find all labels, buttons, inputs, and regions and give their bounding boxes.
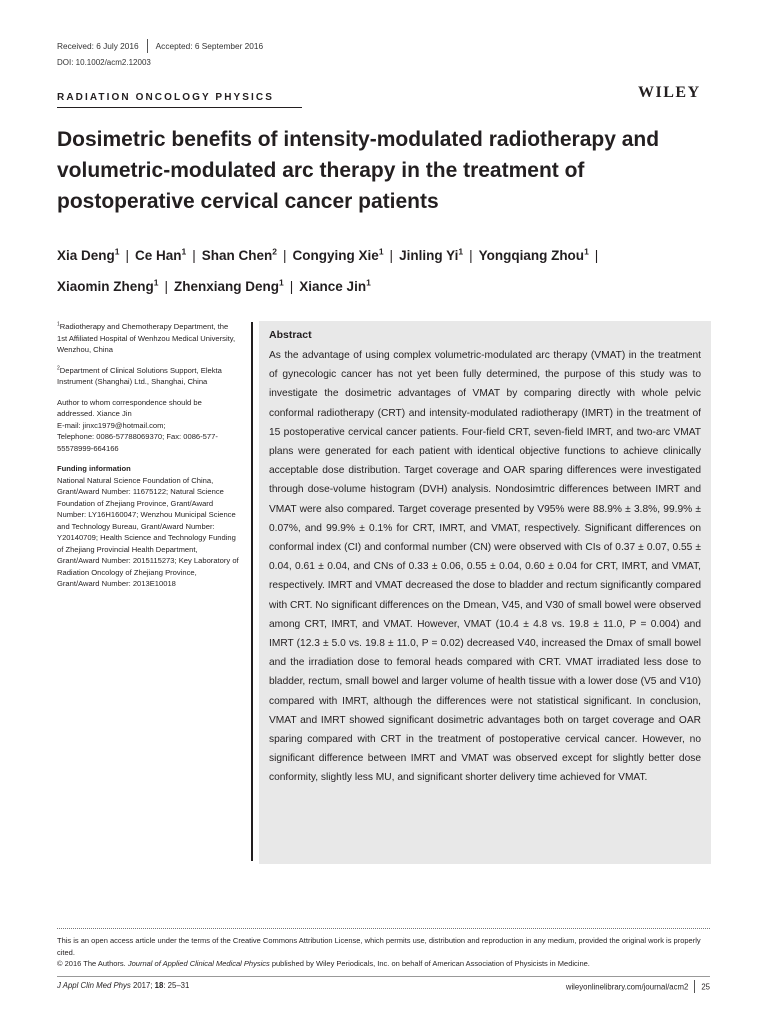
page-number: 25	[701, 982, 710, 992]
author[interactable]: Xia Deng$^1$	[57, 246, 120, 263]
author[interactable]: Zhenxiang Deng$^1$	[174, 277, 284, 294]
author[interactable]: Yongqiang Zhou$^1$	[478, 246, 589, 263]
abstract-text: As the advantage of using complex volumetric-modulated arc therapy (VMAT) in the treatment of gynecologic cancer has not yet been fully determined, the purpose of this study was to investigate the dosimetric advantages of VMAT by comparing directly with whole pelvic conformal radiotherapy (CRT) and intensity-modulated radiotherapy (IMRT) in the treatment of 15 postoperative cervical cancer patients. Four-field CRT, seven-field IMRT, and two-arc VMAT plans were generated for each patient with identical objective functions to achieve clinically acceptable dose distribution. Target coverage and OAR sparing differences were investigated through dose-volume histogram (DVH) analysis. Nondosimtric differences between IMRT and VMAT were also compared. Target coverage presented by V95% were 88.9% ± 3.8%, 99.9% ± 0.07%, and 99.9% ± 0.1% for CRT, IMRT, and VMAT, respectively. Significant differences on conformal index (CI) and conformal number (CN) were observed with CIs of 0.37 ± 0.07, 0.55 ± 0.04, 0.61 ± 0.04, and CNs of 0.33 ± 0.06, 0.55 ± 0.04, 0.60 ± 0.04 for CRT, IMRT, and VMAT, respectively. IMRT and VMAT decreased the dose to bladder and rectum significantly compared with CRT. No significant differences on the Dmean, V45, and V30 of small bowel were observed among CRT, IMRT, and VMAT. However, VMAT (10.4 ± 4.8 vs. 19.8 ± 11.0, P = 0.004) and IMRT (12.3 ± 5.0 vs. 19.8 ± 11.0, P = 0.02) decreased V40, increased the Dmax of small bowel and the irradiation dose to femoral heads compared with CRT. VMAT irradiated less dose to bladder, rectum, small bowel and larger volume of health tissue with a lower dose (V5 and V10) compared with IMRT, although the differences were not statistical significant. In conclusion, VMAT and IMRT showed significant dosimetric advantages both on target coverage and OAR sparing compared with CRT in the treatment of postoperative cervical cancer. However, no significant difference between IMRT and VMAT was observed except for slightly better dose conformity, slightly less MU, and significant shorter delivery time achieved for VMAT.	[269, 350, 701, 784]
author-separator: |	[594, 248, 599, 263]
section-underline	[57, 107, 302, 108]
author[interactable]: Shan Chen$^2$	[201, 246, 278, 263]
affiliation-marker: 1	[584, 246, 589, 257]
author-separator: |	[125, 248, 130, 263]
funding-text: National Natural Science Foundation of China, Grant/Award Number: 11675122; Natural Science Foundation of Zhejiang Province, Grant/Award Number: LY16H160047; Wenzhou Municipal Science and Technology Bureau, Grant/Award Number: Y20140709; Health Science and Technology Funding of Zhejiang Provincial Health Department, Grant/Award Number: 2015115273; Key Laboratory of Radiation Oncology of Zhejiang Province, Grant/Award Number: 2013E10018	[57, 475, 239, 588]
affiliation-2: $^2$Department of Clinical Solutions Support, Elekta Instrument (Shanghai) Ltd., Shanghai, China	[57, 364, 222, 386]
open-access-statement: This is an open access article under the terms of the Creative Commons Attribution License, which permits use, distribution and reproduction in any medium, provided the original work is properly cited.	[57, 936, 701, 957]
article-title: Dosimetric benefits of intensity-modulated radiotherapy and volumetric-modulated arc therapy in the treatment of postoperative cervical cancer patients	[57, 128, 660, 213]
affiliation-marker: 1	[153, 277, 159, 288]
affiliation-marker: 1	[114, 246, 120, 257]
author-list	[57, 240, 727, 302]
author-separator: |	[389, 248, 394, 263]
copyright-statement: © 2016 The Authors. Journal of Applied Clinical Medical Physics published by Wiley Periodicals, Inc. on behalf of American Association of Physicists in Medicine.	[57, 959, 590, 968]
publisher-logo: WILEY	[638, 84, 701, 101]
author-separator: |	[164, 279, 169, 294]
sidebar-info	[57, 321, 239, 590]
received-date: Received: 6 July 2016	[57, 41, 139, 52]
author[interactable]: Xiaomin Zheng$^1$	[57, 277, 159, 294]
abstract-heading: Abstract	[269, 329, 312, 341]
section-label: RADIATION ONCOLOGY PHYSICS	[57, 92, 275, 103]
author[interactable]: Xiance Jin$^1$	[299, 277, 371, 294]
affiliation-1: $^1$Radiotherapy and Chemotherapy Department, the 1st Affiliated Hospital of Wenhzou Medical University, Wenzhou, China	[57, 321, 236, 354]
footnote-divider	[57, 928, 710, 929]
journal-name: Journal of Applied Clinical Medical Physics	[127, 959, 270, 968]
affiliation-marker: 1	[181, 246, 187, 257]
author-separator: |	[192, 248, 196, 263]
affiliation-marker: 1	[458, 246, 464, 257]
license-notice	[57, 935, 717, 970]
abstract-rule	[251, 322, 253, 861]
funding-heading: Funding information	[57, 464, 131, 473]
journal-url[interactable]: wileyonlinelibrary.com/journal/acm2	[565, 982, 689, 992]
accepted-date: Accepted: 6 September 2016	[155, 41, 264, 52]
article-dates	[57, 40, 263, 54]
footer-rule	[57, 976, 710, 977]
affiliation-marker: 2	[272, 246, 278, 257]
author-separator: |	[289, 279, 294, 294]
author[interactable]: Congying Xie$^1$	[292, 246, 384, 263]
doi[interactable]: DOI: 10.1002/acm2.12003	[57, 58, 151, 67]
author-separator: |	[469, 248, 473, 263]
journal-citation: J Appl Clin Med Phys 2017; 18: 25–31	[57, 981, 190, 990]
date-separator	[147, 39, 148, 53]
correspondence-phone: Telephone: 0086-57788069370; Fax: 0086-577-55578999-664166	[57, 432, 218, 453]
author[interactable]: Jinling Yi$^1$	[399, 246, 464, 263]
page-footer	[500, 981, 710, 994]
author-separator: |	[283, 248, 287, 263]
footer-separator	[694, 980, 695, 993]
affiliation-marker: 1	[378, 246, 384, 257]
affiliation-marker: 1	[366, 277, 371, 288]
correspondence: Author to whom correspondence should be addressed. Xiance Jin	[57, 397, 202, 418]
correspondence-email[interactable]: E-mail: jinxc1979@hotmail.com;	[57, 420, 166, 430]
affiliation-marker: 1	[279, 277, 284, 288]
author[interactable]: Ce Han$^1$	[135, 246, 187, 263]
